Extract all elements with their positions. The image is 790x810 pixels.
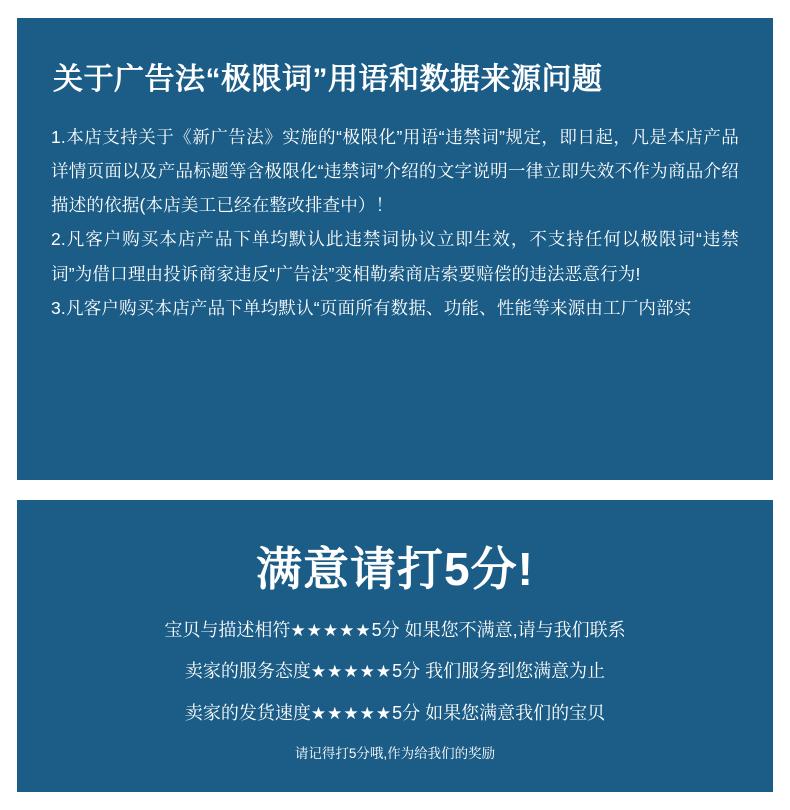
rating-suffix-service: 我们服务到您满意为止: [425, 661, 606, 682]
notice-paragraph-3: 3.凡客户购买本店产品下单均默认“页面所有数据、功能、性能等来源由工厂内部实: [51, 297, 692, 318]
rating-request-panel: [17, 500, 773, 792]
star-icon-group-service: ★★★★★: [310, 662, 393, 682]
star-icon-group-description: ★★★★★: [290, 620, 372, 640]
advertising-law-notice-panel: [17, 18, 773, 480]
star-icon-group-shipping: ★★★★★: [310, 704, 393, 724]
notice-title: 关于广告法“极限词”用语和数据来源问题: [53, 63, 603, 96]
notice-paragraph-1: 1.本店支持关于《新广告法》实施的“极限化”用语“违禁词”规定，即日起，凡是本店产品详情页面以及产品标题等含极限化“违禁词”介绍的文字说明一律立即失效不作为商品介绍描述的依据(本店美工已经在整改排查中）！: [51, 127, 739, 216]
rating-label-description: 宝贝与描述相符: [164, 619, 291, 640]
rating-suffix-description: 如果您不满意,请与我们联系: [404, 619, 626, 640]
notice-body: [51, 120, 739, 325]
rating-score-shipping: 5分: [392, 703, 421, 724]
rating-footer-note: 请记得打5分哦,作为给我们的奖励: [294, 745, 496, 761]
rating-score-description: 5分: [371, 619, 400, 640]
notice-paragraph-2: 2.凡客户购买本店产品下单均默认此违禁词协议立即生效，不支持任何以极限词“违禁词”为借口理由投诉商家违反“广告法”变相勒索商店索要赔偿的违法恶意行为!: [51, 229, 739, 284]
rating-label-shipping: 卖家的发货速度: [184, 703, 311, 724]
rating-suffix-shipping: 如果您满意我们的宝贝: [425, 703, 606, 724]
rating-line-item-shipping: [37, 704, 753, 724]
rating-title: 满意请打5分!: [256, 543, 534, 595]
rating-label-service: 卖家的服务态度: [184, 661, 311, 682]
rating-score-service: 5分: [392, 661, 421, 682]
rating-line-item-service: [37, 662, 753, 682]
rating-line-item-description: [37, 621, 753, 641]
